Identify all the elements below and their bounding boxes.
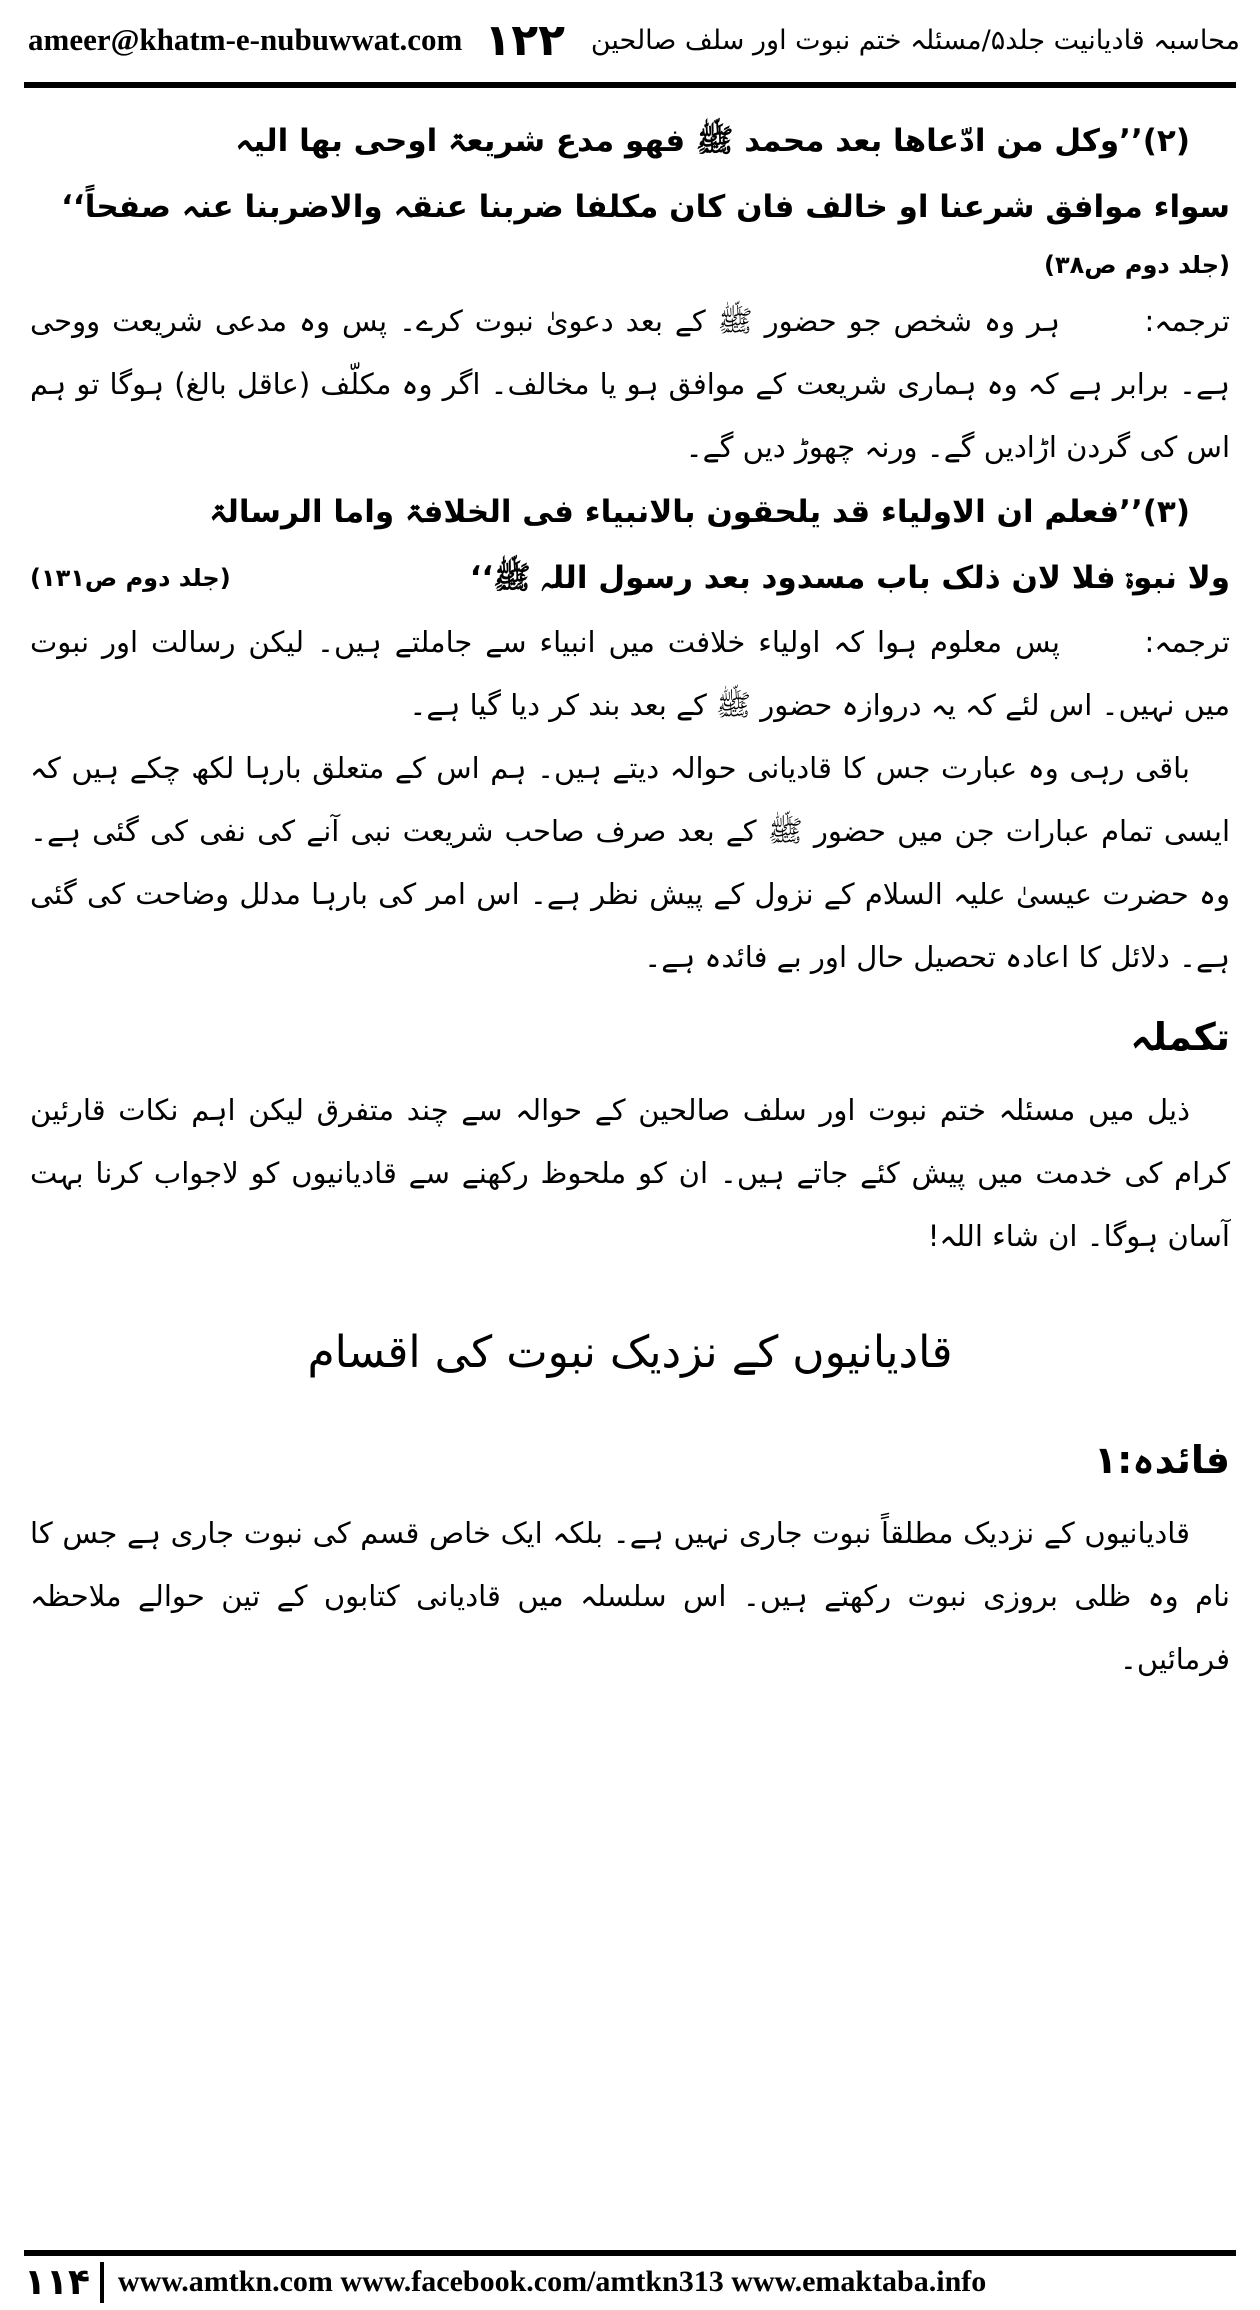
footer-links: www.amtkn.com www.facebook.com/amtkn313 www.emaktaba.info xyxy=(117,2265,987,2298)
arabic-quote-2-line1: (۲)’’وکل من ادّعاھا بعد محمد ﷺ فھو مدع شریعۃ اوحی بھا الیہ xyxy=(235,123,1190,159)
arabic-quote-3-line1: (۳)’’فعلم ان الاولیاء قد یلحقون بالانبیاء فی الخلافۃ واما الرسالۃ xyxy=(209,494,1190,530)
section-heading: قادیانیوں کے نزدیک نبوت کی اقسام xyxy=(307,1327,953,1378)
paragraph-1: باقی رہی وہ عبارت جس کا قادیانی حوالہ دیتے ہیں۔ ہم اس کے متعلق بارہا لکھ چکے ہیں کہ ایسی تمام عبارات جن میں حضور ﷺ کے بعد صرف صاحب شریعت نبی آنے کی نفی کی گئی ہے۔ وہ حضرت عیسیٰ علیہ السلام کے نزول کے پیش نظر ہے۔ اس امر کی بارہا مدلل وضاحت کی گئی ہے۔ دلائل کا اعادہ تحصیل حال اور بے فائدہ ہے۔ xyxy=(30,751,1230,974)
header-email: ameer@khatm-e-nubuwwat.com xyxy=(28,22,463,57)
paragraph-3: قادیانیوں کے نزدیک مطلقاً نبوت جاری نہیں ہے۔ بلکہ ایک خاص قسم کی نبوت جاری ہے جس کا نام وہ ظلی بروزی نبوت رکھتے ہیں۔ اس سلسلہ میں قادیانی کتابوں کے تین حوالے ملاحظہ فرمائیں۔ xyxy=(30,1516,1230,1676)
arabic-quote-2-line2: سواء موافق شرعنا او خالف فان کان مکلفا ضربنا عنقہ والاضربنا عنہ صفحاً‘‘ xyxy=(61,189,1230,225)
footer-rule xyxy=(24,2250,1236,2256)
header-rule xyxy=(24,82,1236,88)
quote-2-reference: (جلد دوم ص۳۸) xyxy=(1043,251,1230,279)
arabic-quote-3-line2-text: ولا نبوۃ فلا لان ذلک باب مسدود بعد رسول اللہ ﷺ‘‘ xyxy=(469,560,1230,596)
header-book-title: محاسبہ قادیانیت جلد۵/مسئلہ ختم نبوت اور سلف صالحین xyxy=(590,24,1240,56)
paragraph-2: ذیل میں مسئلہ ختم نبوت اور سلف صالحین کے حوالہ سے چند متفرق لیکن اہم نکات قارئین کرام کی خدمت میں پیش کئے جاتے ہیں۔ ان کو ملحوظ رکھنے سے قادیانیوں کو لاجواب کرنا بہت آسان ہوگا۔ ان شاء اللہ! xyxy=(30,1093,1230,1253)
faida-heading: فائدہ:۱ xyxy=(1093,1438,1230,1482)
translation-1-label: ترجمہ: xyxy=(1144,304,1230,338)
arabic-quote-3-line2 xyxy=(30,545,1230,611)
footer-page-number: ۱۱۴ xyxy=(24,2262,104,2303)
header-page-number: ۱۲۲ xyxy=(484,14,565,66)
page-header xyxy=(0,0,1260,80)
quote-3-reference: (جلد دوم ص۱۳۱) xyxy=(30,564,231,592)
takmila-heading: تکملہ xyxy=(1130,1015,1230,1059)
page-body xyxy=(30,108,1230,1691)
translation-2 xyxy=(30,611,1230,737)
translation-2-text: پس معلوم ہوا کہ اولیاء خلافت میں انبیاء سے جاملتے ہیں۔ لیکن رسالت اور نبوت میں نہیں۔ اس لئے کہ یہ دروازہ حضور ﷺ کے بعد بند کر دیا گیا ہے۔ xyxy=(30,625,1230,722)
page-footer xyxy=(24,2262,1236,2302)
translation-1-text: ہر وہ شخص جو حضور ﷺ کے بعد دعویٰ نبوت کرے۔ پس وہ مدعی شریعت ووحی ہے۔ برابر ہے کہ وہ ہماری شریعت کے موافق ہو یا مخالف۔ اگر وہ مکلّف (عاقل بالغ) ہوگا تو ہم اس کی گردن اڑادیں گے۔ ورنہ چھوڑ دیں گے۔ xyxy=(30,304,1230,464)
translation-1 xyxy=(30,290,1230,479)
translation-2-label: ترجمہ: xyxy=(1144,625,1230,659)
